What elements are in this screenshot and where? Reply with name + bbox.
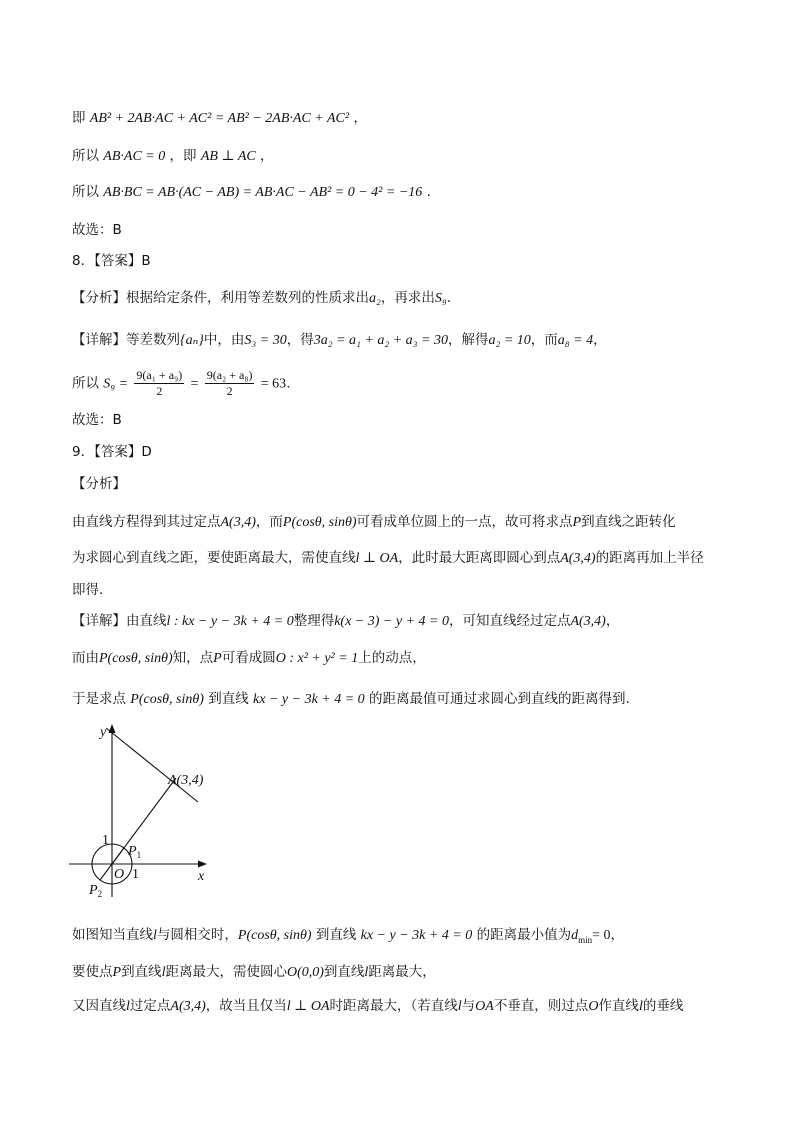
text: 作直线 — [598, 998, 639, 1014]
segment-oa-label: OA — [475, 999, 494, 1014]
line-l — [106, 728, 198, 802]
var-p: P — [213, 651, 222, 666]
q9-detail-line-3 — [72, 689, 630, 710]
text: ，而 — [255, 514, 283, 530]
q9-analysis-line-1 — [72, 512, 676, 533]
s3-equation: S₃ = 30 — [244, 333, 287, 348]
detail-label: 【详解】 — [72, 332, 126, 348]
text: 与圆相交时， — [156, 927, 238, 943]
text: 由直线方程得到其过定点 — [72, 514, 221, 530]
q9-detail-line-2 — [72, 648, 426, 669]
var-l: l — [638, 999, 643, 1014]
text: 整理得 — [293, 613, 335, 629]
x-axis-arrow — [198, 861, 207, 868]
text: 由直线 — [126, 613, 167, 629]
text: 到直线 — [208, 691, 249, 707]
detail-text: ，解得 — [447, 332, 489, 348]
vector-equation-line-3 — [72, 182, 431, 203]
text: 不垂直，则过点 — [493, 998, 589, 1014]
var-l: l — [161, 965, 166, 980]
q9-analysis-line-2 — [72, 548, 704, 569]
q8-sum: 所以 S₉ = $\frac{\text{9(a₁ + a₉)}}{2}$ = $\frac{\text{9(a₂ + a₈)}}{2}$ = 63. — [72, 368, 291, 398]
analysis-label: 【分析】 — [72, 290, 126, 306]
s9-result: = 63 — [260, 376, 287, 392]
circle-equation: O : x² + y² = 1 — [275, 651, 359, 666]
fraction-1 — [134, 368, 184, 399]
text-suoyi: 所以 — [72, 375, 99, 392]
p2-letter: P — [89, 883, 98, 898]
text: 如图知当直线 — [72, 927, 153, 943]
coordinate-diagram — [64, 722, 224, 902]
text: 要使点 — [72, 964, 113, 980]
punct: . — [426, 184, 431, 200]
line-equation: kx − y − 3k + 4 = 0 — [253, 692, 365, 707]
denominator: 2 — [156, 384, 163, 398]
text: 到直线 — [121, 964, 162, 980]
d-min — [571, 928, 592, 943]
text: ，故当且仅当 — [205, 998, 287, 1014]
sum-equation: 3a₂ = a₁ + a₂ + a₃ = 30 — [313, 333, 448, 348]
point-a: A(3,4) — [220, 515, 256, 530]
text: 距离最大，需使圆心 — [165, 964, 287, 980]
text-suoyi: 所以 — [72, 184, 99, 200]
detail-text: 中，由 — [203, 332, 245, 348]
min-subscript: min — [578, 934, 593, 945]
text: 时距离最大，（若直线 — [329, 998, 458, 1014]
text: 为求圆心到直线之距，要使距离最大，需使直线 — [72, 550, 356, 566]
var-o: O — [588, 999, 599, 1014]
p1-letter: P — [128, 844, 137, 859]
q9-analysis-line-3: 即得. — [72, 582, 104, 598]
q9-header: 9．【答案】D — [72, 444, 152, 460]
answer-choice-8: 故选：B — [72, 412, 122, 428]
denominator: 2 — [226, 384, 233, 398]
vector-equation-line-1 — [72, 108, 367, 129]
q8-analysis — [72, 288, 451, 309]
var-l: l — [457, 999, 462, 1014]
punct: ， — [593, 332, 607, 348]
text-suoyi: 所以 — [72, 148, 99, 164]
q9-analysis-label: 【分析】 — [72, 476, 126, 492]
text: 到直线之距转化 — [581, 514, 676, 530]
punct: ， — [605, 613, 620, 629]
text: 可看成圆 — [221, 650, 276, 666]
line-equation-rearranged: k(x − 3) − y + 4 = 0 — [334, 614, 449, 629]
tick-1-y: 1 — [102, 833, 109, 848]
point-a: A(3,4) — [570, 614, 606, 629]
var-l: l — [126, 999, 130, 1014]
q9-detail-line-1 — [72, 611, 619, 632]
punct: . — [446, 290, 452, 306]
text: 到直线 — [315, 927, 357, 943]
numerator: 9(a₁ + a₉) — [136, 368, 183, 382]
q8-header: 8．【答案】B — [72, 253, 151, 269]
text-ji: 即 — [72, 110, 86, 126]
point-p: P(cosθ, sinθ) — [130, 692, 204, 707]
q8-detail — [72, 330, 607, 351]
perpendicular: l ⊥ OA — [355, 551, 399, 566]
text: 的距离再加上半径 — [595, 550, 704, 566]
perpendicular-relation: AB ⊥ AC — [200, 149, 256, 164]
p1-subscript: 1 — [136, 850, 142, 860]
detail-text: 等差数列 — [126, 332, 180, 348]
origin-point: O(0,0) — [286, 965, 324, 980]
dot-product-result: AB·BC = AB·(AC − AB) = AB·AC − AB² = 0 − 4² = −16 — [103, 185, 423, 200]
detail-text: ，而 — [530, 332, 558, 348]
detail-label: 【详解】 — [72, 613, 126, 629]
point-p: P(cosθ, sinθ) — [99, 651, 173, 666]
text: 与 — [461, 998, 476, 1014]
x-axis-label: x — [198, 869, 205, 884]
answer-choice-7: 故选：B — [72, 222, 122, 238]
text: 而由 — [72, 650, 99, 666]
point-a: A(3,4) — [560, 551, 596, 566]
numerator: 9(a₂ + a₈) — [206, 368, 253, 382]
text: 的距离最小值为 — [476, 927, 572, 943]
point-p: P(cosθ, sinθ) — [282, 515, 357, 530]
p2-label — [88, 883, 102, 899]
a2-value: a₂ = 10 — [488, 333, 531, 348]
punct: . — [286, 375, 291, 392]
text: ，可知直线经过定点 — [448, 613, 571, 629]
text: 可看成单位圆上的一点，故可将求点 — [356, 514, 573, 530]
detail-text: ，得 — [286, 332, 314, 348]
q9-detail-line-5 — [72, 962, 436, 983]
point-a: A(3,4) — [170, 999, 206, 1014]
dot-product-zero: AB·AC = 0 — [103, 149, 166, 164]
analysis-text: ，再求出 — [380, 290, 435, 306]
y-axis-arrow — [109, 724, 116, 733]
text: 过定点 — [129, 998, 171, 1014]
text-ji: ，即 — [169, 148, 197, 164]
p1-label — [127, 844, 141, 860]
var-p: P — [112, 965, 122, 980]
origin-label: O — [114, 867, 125, 882]
q9-detail-line-4 — [72, 925, 624, 950]
var-l: l — [364, 965, 369, 980]
punct: ， — [610, 927, 624, 943]
line-equation: kx − y − 3k + 4 = 0 — [360, 928, 473, 943]
d-letter: d — [571, 928, 579, 943]
text: 于是求点 — [72, 691, 126, 707]
var-p: P — [572, 515, 582, 530]
p2-subscript: 2 — [97, 889, 103, 899]
a8-value: a₈ = 4 — [557, 333, 594, 348]
text: 又因直线 — [72, 998, 126, 1014]
a2-term: a₂ — [369, 291, 381, 306]
point-p: P(cosθ, sinθ) — [237, 928, 312, 943]
text: 到直线 — [323, 964, 365, 980]
y-axis-label: y — [100, 725, 107, 740]
text: 上的动点， — [358, 650, 426, 666]
text: 知，点 — [172, 650, 214, 666]
perpendicular: l ⊥ OA — [286, 999, 330, 1014]
sequence: {aₙ} — [180, 333, 204, 348]
tick-1-x: 1 — [132, 867, 139, 882]
vector-equation-1: AB² + 2AB·AC + AC² = AB² − 2AB·AC + AC² — [89, 111, 350, 126]
d-min-value: = 0 — [592, 928, 611, 943]
text: 的垂线 — [642, 998, 684, 1014]
text: ，此时最大距离即圆心到点 — [398, 550, 561, 566]
text: 的距离最值可通过求圆心到直线的距离得到. — [368, 691, 630, 707]
vector-equation-line-2 — [72, 146, 274, 167]
q9-detail-line-6 — [72, 996, 683, 1017]
point-a-label: A(3,4) — [168, 773, 204, 788]
punct: ， — [353, 110, 367, 126]
s9-term: S₉ — [434, 291, 447, 306]
s9-lhs: S₉ = — [103, 376, 129, 392]
text: 距离最大， — [368, 964, 436, 980]
analysis-text: 根据给定条件，利用等差数列的性质求出 — [126, 290, 369, 306]
fraction-2 — [205, 368, 255, 399]
var-l: l — [153, 928, 157, 943]
line-equation: l : kx − y − 3k + 4 = 0 — [166, 614, 294, 629]
punct: ， — [260, 148, 274, 164]
